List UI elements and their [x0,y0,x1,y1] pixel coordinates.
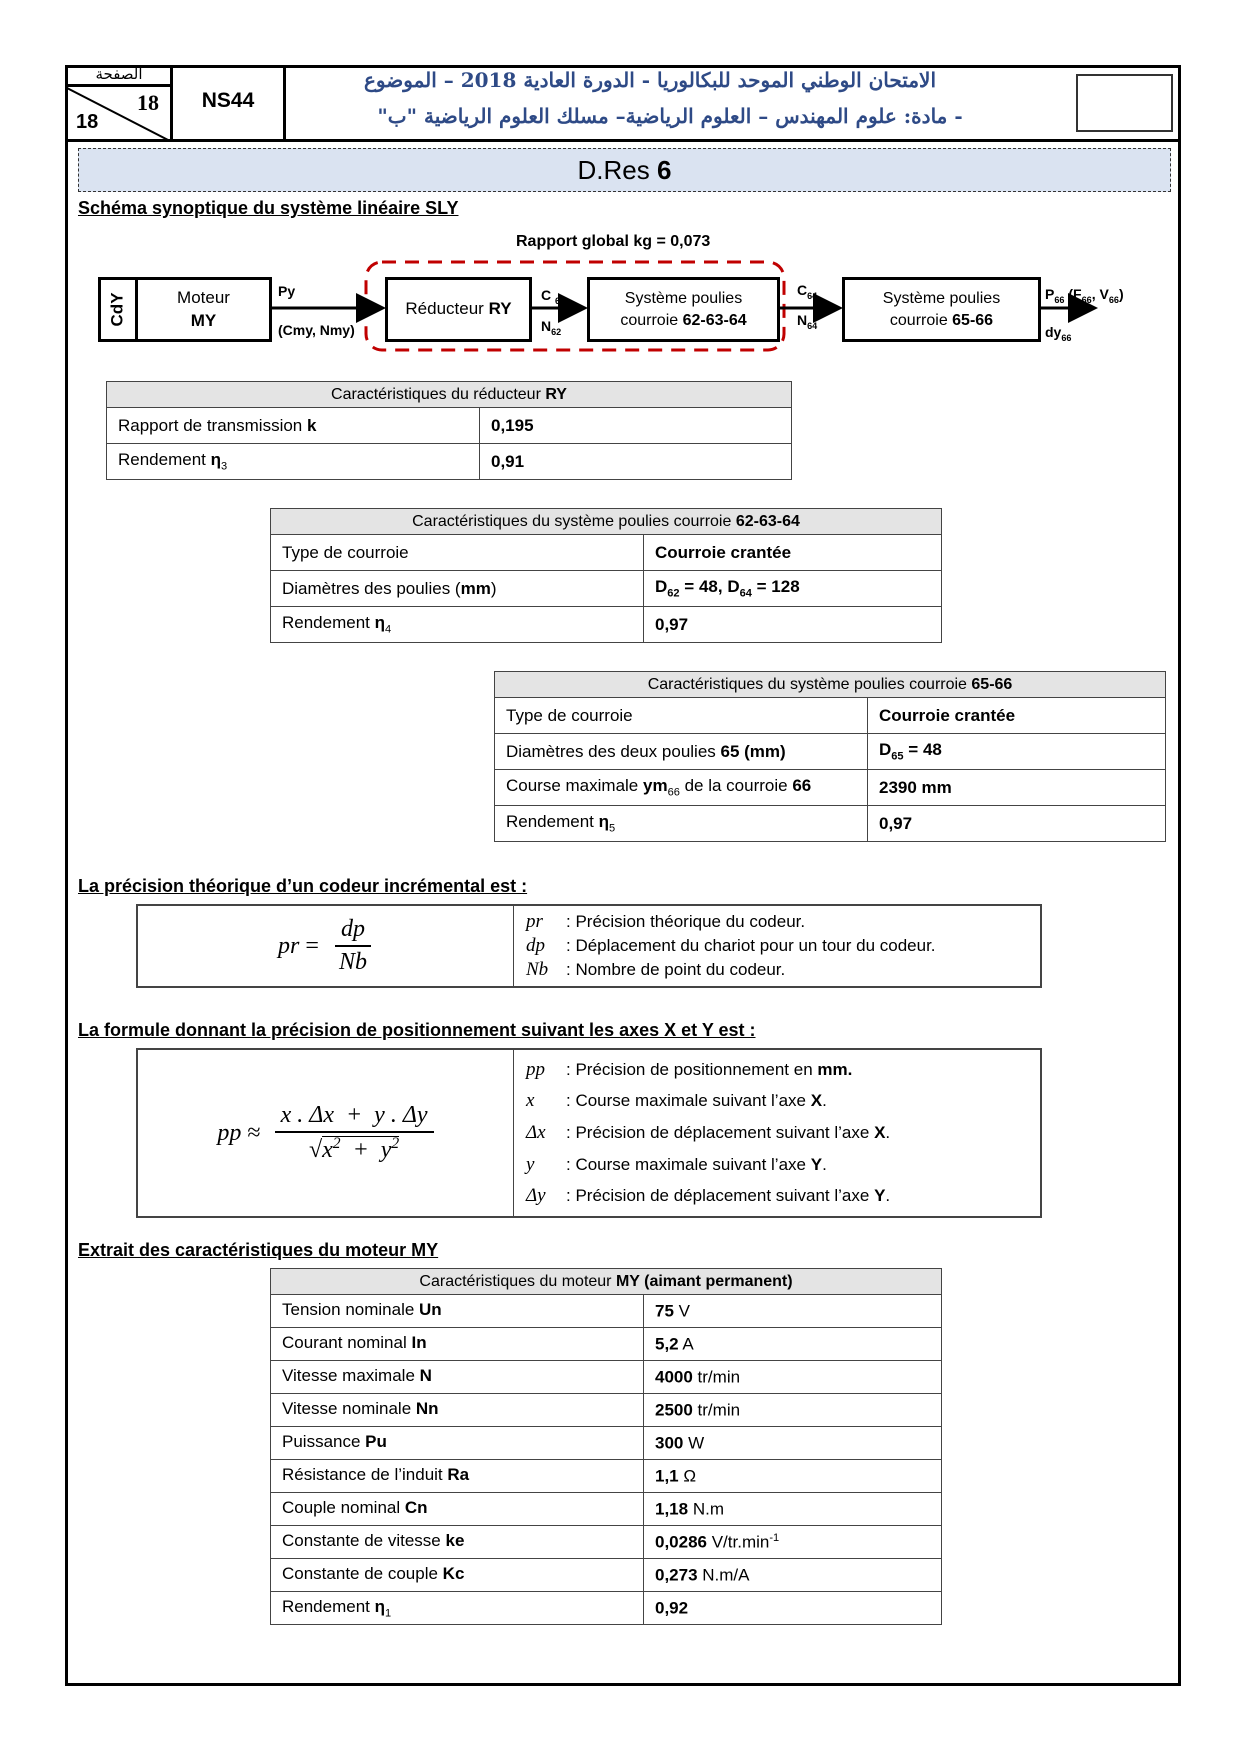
table-row: Rendement $\eta_3$ 0,91 [107,444,792,480]
signal-n64: $N_{64}$ [797,312,818,331]
pulley1-table [270,508,942,643]
table-row [271,1295,942,1328]
table-row [271,1427,942,1460]
pulley2-prefix: courroie [889,311,953,329]
legend-item: y : Course maximale suivant l’axe Y. [526,1153,827,1175]
positioning-heading: La formule donnant la précision de positionnement suivant les axes X et Y est : [78,1020,756,1040]
motor-param-label: Puissance Pu [271,1427,644,1460]
table-row [271,1559,942,1592]
pulley-block-65-66 [842,277,1041,342]
doc-title-prefix: D.Res [577,155,657,185]
signal-cmy-nmy: (Cmy, Nmy) [278,322,355,338]
exam-code: NS44 [173,65,286,141]
exam-title-line1: الامتحان الوطني الموحد للبكالوريا - الدورة العادية 2018 – الموضوع [363,68,936,92]
motor-param-value: 0,273 N.m/A [644,1559,942,1592]
signal-p66: $P_{66}$ ($F_{66}$, $V_{66}$) [1045,286,1124,305]
reducer-id: RY [488,299,512,319]
legend-item: x : Course maximale suivant l’axe X. [526,1090,827,1112]
signal-n62: $N_{62}$ [541,318,562,337]
motor-table-title: Caractéristiques du moteur MY (aimant permanent) [271,1269,942,1295]
motor-param-value: 300 W [644,1427,942,1460]
motor-param-label: Couple nominal Cn [271,1493,644,1526]
table-row [271,1526,942,1559]
table-row: Type de courroie Courroie crantée [271,535,942,571]
positioning-formula: pp ≈ $\frac{x . \Delta x + y . \Delta y}{√x^2 + y^2}$ [138,1050,514,1216]
table-row: Rendement $\eta_4$ 0,97 [271,607,942,643]
table-row [271,1361,942,1394]
motor-param-value: 1,18 N.m [644,1493,942,1526]
pulley2-label: Système poulies [882,289,1001,307]
motor-table [270,1268,942,1625]
synoptic-heading: Schéma synoptique du système linéaire SLY [78,198,459,218]
motor-param-label: Vitesse maximale N [271,1361,644,1394]
legend-item: pp : Précision de positionnement en mm. [526,1058,853,1080]
pulley1-table-title: Caractéristiques du système poulies courroie 62-63-64 [271,509,942,535]
pulley1-label: Système poulies [624,289,743,307]
table-row: Type de courroie Courroie crantée [495,698,1166,734]
reducer-block [385,277,532,342]
encoder-formula: pr = $\frac{dp}{Nb}$ [138,906,514,986]
encoder-legend [514,906,948,986]
motor-param-label: Courant nominal In [271,1328,644,1361]
signal-c64: $C_{64}$ [797,282,818,301]
cdy-block [98,277,138,342]
motor-id: MY [190,310,217,330]
table-row [271,1328,942,1361]
motor-param-value: 0,92 [644,1592,942,1625]
signal-dy66: $dy_{66}$ [1045,324,1072,343]
exam-title-line2: - مادة: علوم المهندس – العلوم الرياضية– مسلك العلوم الرياضية "ب" [377,104,963,128]
page-label: الصفحة [65,65,173,87]
pulley2-id: 65-66 [952,311,994,329]
reducer-table-title: Caractéristiques du réducteur RY [107,382,792,408]
page-current: 18 [137,90,159,115]
table-row: Rendement $\eta_5$ 0,97 [495,806,1166,842]
table-row [271,1592,942,1625]
motor-param-label: Constante de vitesse ke [271,1526,644,1559]
table-row [271,1460,942,1493]
table-row: Diamètres des poulies (mm) $D_{62} = 48$, $D_{64} = 128$ [271,571,942,607]
positioning-formula-box [136,1048,1042,1218]
motor-param-value: 0,0286 $V/tr.\min^{-1}$ [644,1526,942,1559]
table-row: Course maximale $ym_{66}$ de la courroie 66 2390 mm [495,770,1166,806]
motor-param-value: 75 V [644,1295,942,1328]
doc-title-number: 6 [657,155,672,185]
pulley2-table [494,671,1166,842]
cdy-label: CdY [107,292,127,327]
reducer-table [106,381,792,480]
legend-item: Nb : Nombre de point du codeur. [526,959,786,980]
legend-item: Δy : Précision de déplacement suivant l’axe Y. [526,1185,891,1207]
table-row: Diamètres des deux poulies 65 (mm) $D_{65} = 48$ [495,734,1166,770]
reducer-label: Réducteur [405,299,489,319]
pulley1-id: 62-63-64 [682,311,747,329]
page-total: 18 [76,111,99,133]
legend-item: Δx : Précision de déplacement suivant l’axe X. [526,1121,891,1143]
motor-param-label: Constante de couple Kc [271,1559,644,1592]
motor-heading: Extrait des caractéristiques du moteur MY [78,1240,439,1260]
pulley1-prefix: courroie [620,311,683,329]
encoder-heading: La précision théorique d’un codeur incrémental est : [78,876,528,896]
pulley-block-62-63-64 [587,277,780,342]
motor-block [135,277,272,342]
motor-param-value: 2500 tr/min [644,1394,942,1427]
motor-label: Moteur [177,287,230,307]
legend-item: dp : Déplacement du chariot pour un tour du codeur. [526,935,936,956]
global-ratio: Rapport global kg = 0,073 [516,233,711,250]
positioning-legend [514,1050,902,1216]
motor-param-value: 5,2 A [644,1328,942,1361]
motor-param-label: Tension nominale Un [271,1295,644,1328]
pulley2-table-title: Caractéristiques du système poulies courroie 65-66 [495,672,1166,698]
signal-c62: C $_{62}$ [541,287,566,306]
motor-param-value: 1,1 Ω [644,1460,942,1493]
motor-param-label: Résistance de l’induit Ra [271,1460,644,1493]
table-row [271,1493,942,1526]
signal-py: Py [278,283,296,299]
table-row [271,1394,942,1427]
encoder-formula-box [136,904,1042,988]
table-row: Rapport de transmission k 0,195 [107,408,792,444]
legend-item: pr : Précision théorique du codeur. [526,911,806,932]
motor-param-label: Vitesse nominale Nn [271,1394,644,1427]
motor-param-label: Rendement $\eta_1$ [271,1592,644,1625]
motor-param-value: 4000 tr/min [644,1361,942,1394]
